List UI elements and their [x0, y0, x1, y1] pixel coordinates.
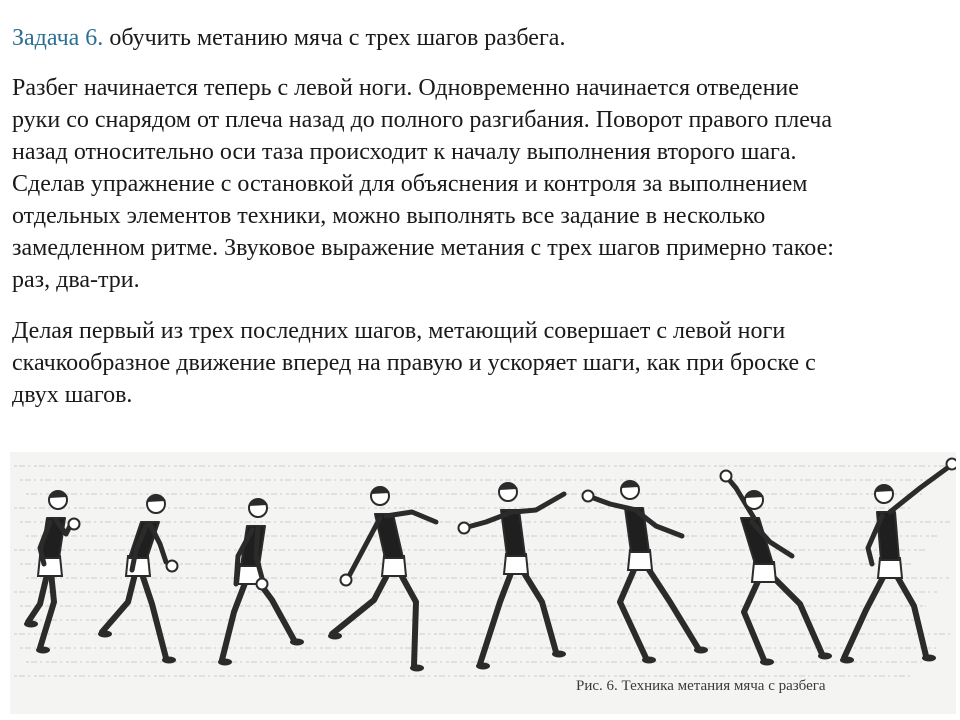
athlete-shoe [760, 659, 774, 666]
athlete-shoe [36, 647, 50, 654]
text-line: руки со снарядом от плеча назад до полного разгибания. Поворот правого плеча [12, 107, 832, 133]
text-line: назад относительно оси таза происходит к началу выполнения второго шага. [12, 139, 797, 165]
ball-icon [947, 459, 957, 470]
text-line: Разбег начинается теперь с левой ноги. Одновременно начинается отведение [12, 75, 799, 101]
text-line: Сделав упражнение с остановкой для объяснения и контроля за выполнением [12, 171, 808, 197]
text-line: отдельных элементов техники, можно выполнять все задание в несколько [12, 203, 766, 229]
throwing-technique-figure [10, 452, 956, 714]
athlete-shoe [24, 621, 38, 628]
text-line: скачкообразное движение вперед на правую и ускоряет шаги, как при броске с [12, 350, 816, 376]
athlete-shoe [476, 663, 490, 670]
ball-icon [341, 575, 352, 586]
figure-illustration [10, 452, 956, 714]
ball-icon [721, 471, 732, 482]
task-text: обучить метанию мяча с трех шагов разбега. [109, 25, 566, 51]
ball-icon [459, 523, 470, 534]
task-heading [12, 22, 565, 54]
athlete-shoe [552, 651, 566, 658]
athlete-shoe [642, 657, 656, 664]
athlete-shoe [694, 647, 708, 654]
text-line: двух шагов. [12, 382, 133, 408]
text-line: раз, два-три. [12, 267, 140, 293]
paragraph-last-steps [12, 315, 947, 411]
ball-icon [167, 561, 178, 572]
ball-icon [69, 519, 80, 530]
athlete-shoe [840, 657, 854, 664]
athlete-shoe [98, 631, 112, 638]
ball-icon [257, 579, 268, 590]
athlete-shoe [162, 657, 176, 664]
figure-paper [10, 452, 956, 714]
athlete-shoe [818, 653, 832, 660]
athlete-shoe [290, 639, 304, 646]
text-line: замедленном ритме. Звуковое выражение метания с трех шагов примерно такое: [12, 235, 834, 261]
figure-caption: Рис. 6. Техника метания мяча с разбега [576, 678, 826, 694]
ball-icon [583, 491, 594, 502]
text-line: Делая первый из трех последних шагов, метающий совершает с левой ноги [12, 318, 786, 344]
task-label: Задача 6. [12, 25, 104, 51]
paragraph-run-up [12, 72, 947, 296]
athlete-shoe [218, 659, 232, 666]
athlete-shoe [328, 633, 342, 640]
athlete-shoe [410, 665, 424, 672]
athlete-shoe [922, 655, 936, 662]
